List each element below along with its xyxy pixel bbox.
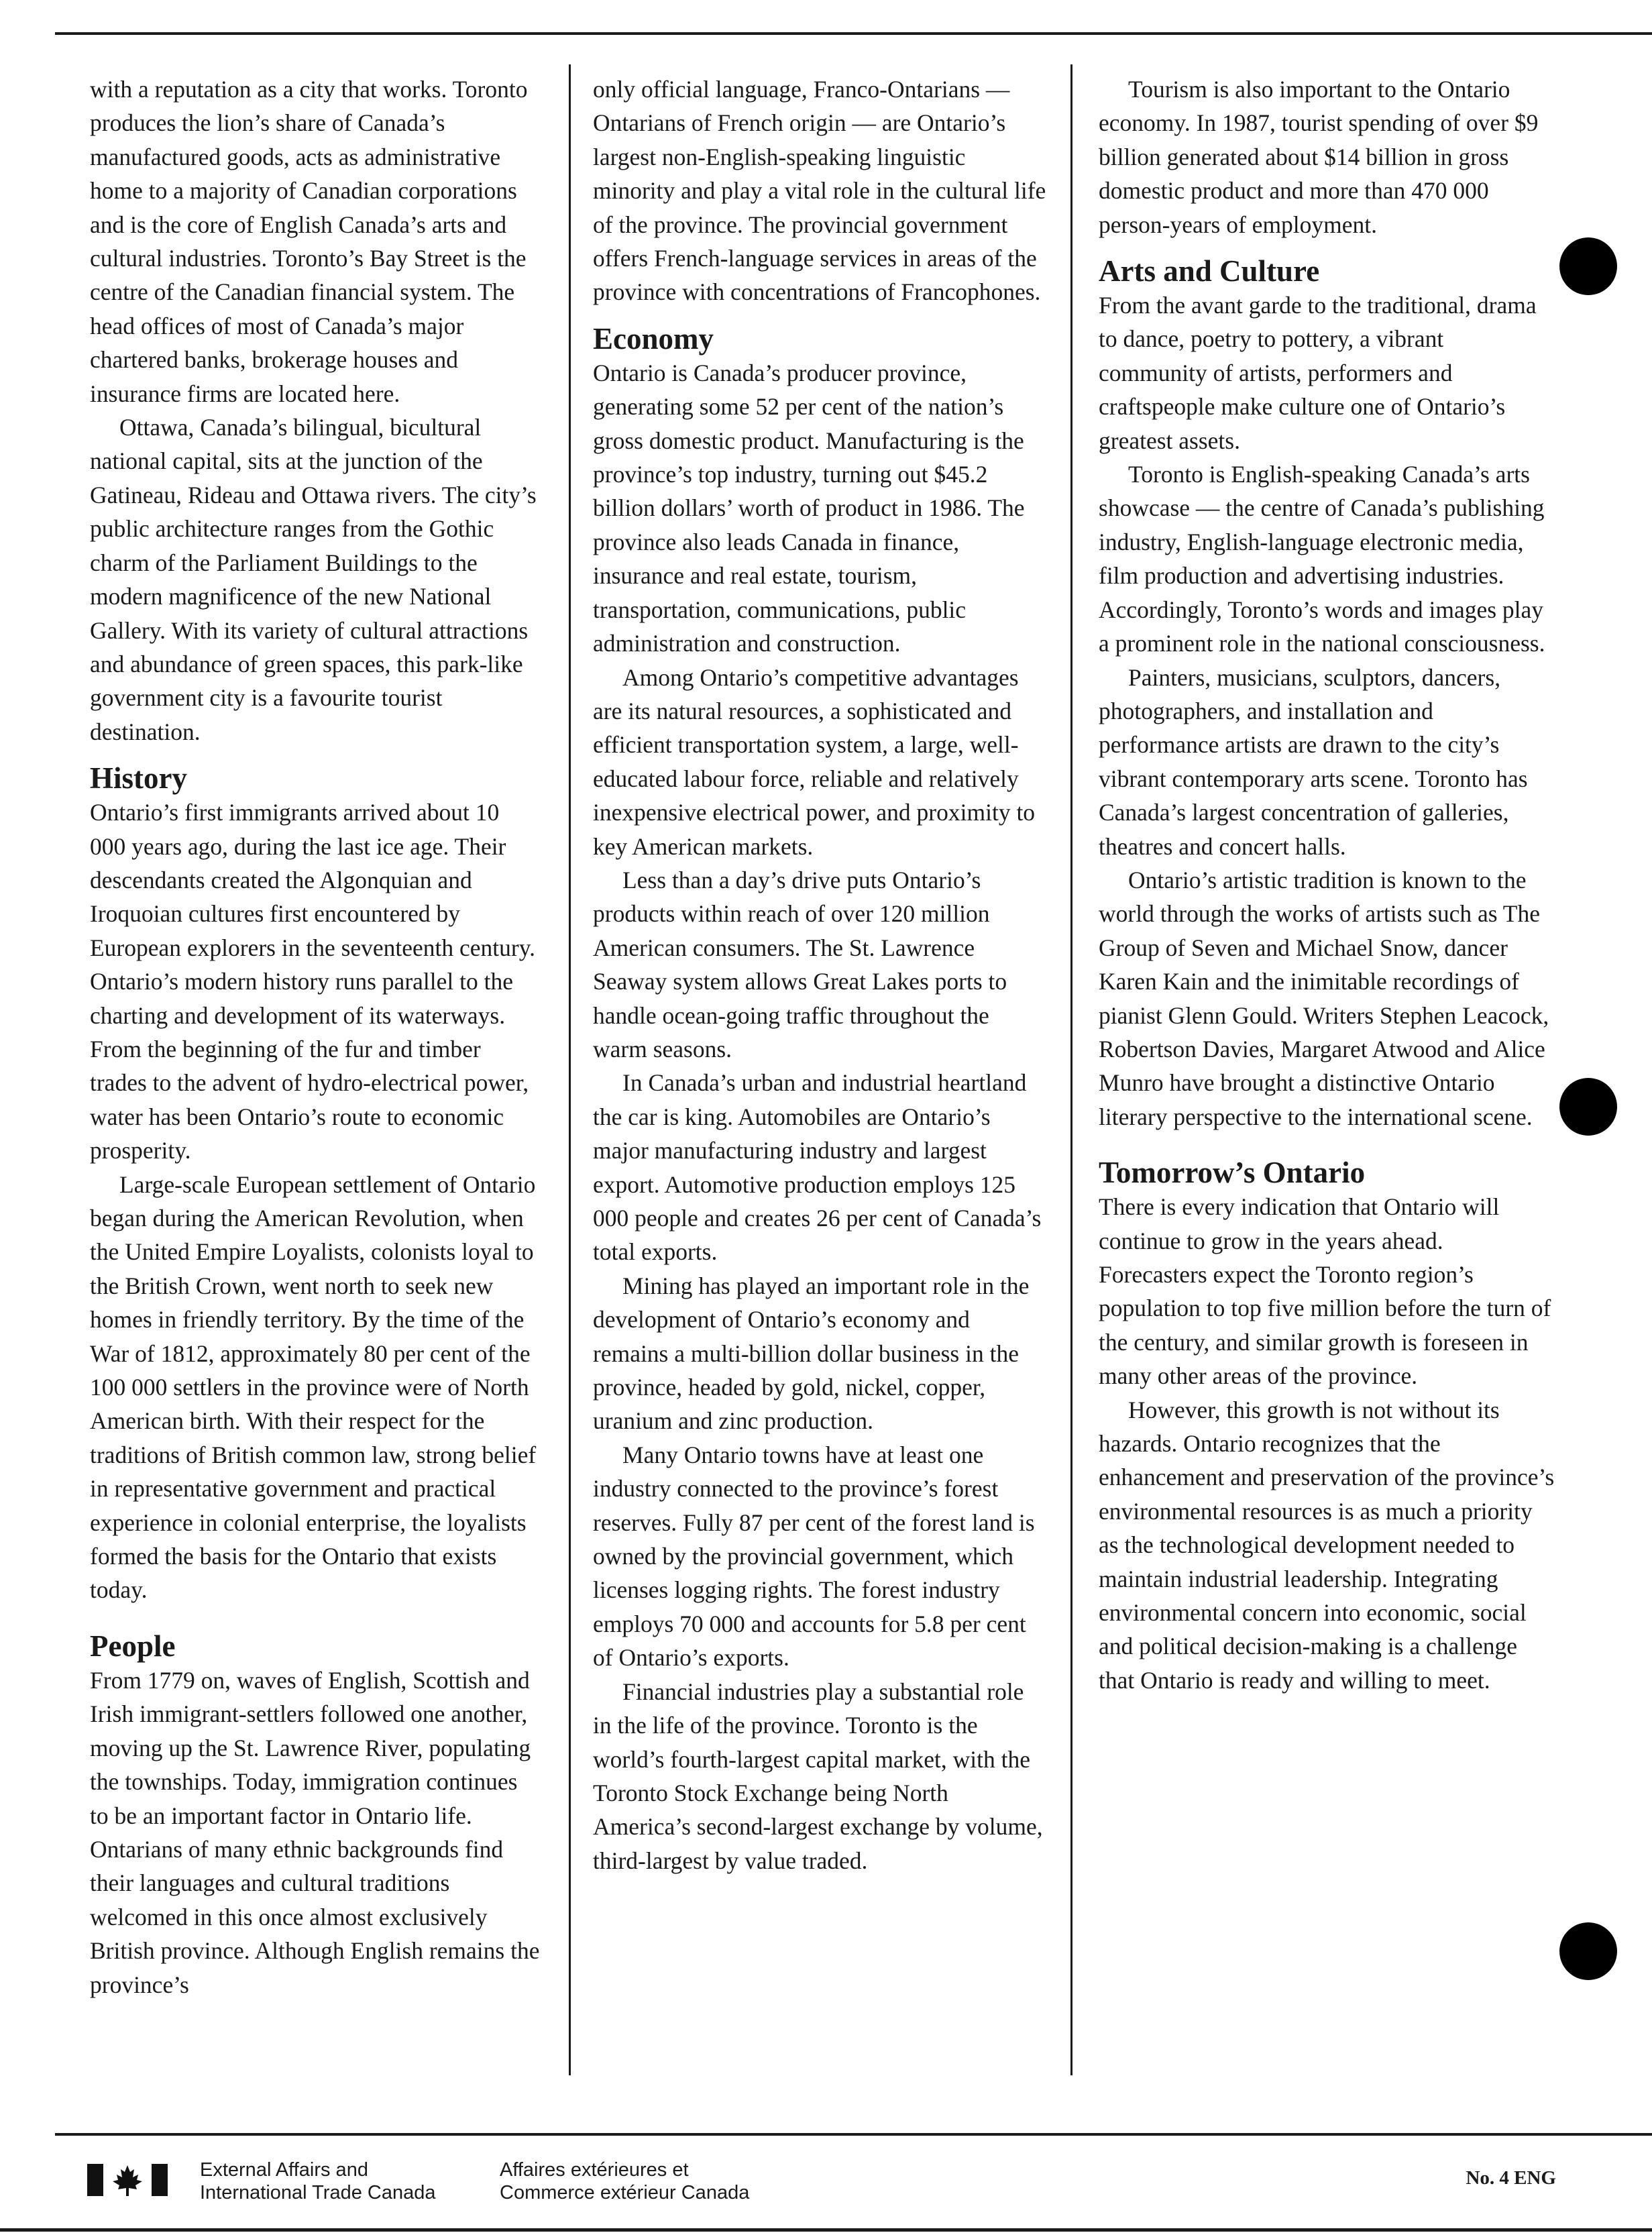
section-heading-tomorrows-ontario: Tomorrow’s Ontario	[1099, 1156, 1366, 1190]
paragraph: Ottawa, Canada’s bilingual, bicultural national capital, sits at the junction of the Gatineau, Rideau and Ottawa rivers. The city’s public architecture ranges from the Gothic charm of the Parliament Buildings to the modern magnificence of the new National Gallery. With its variety of cultural attractions and abundance of green spaces, this park-like government city is a favourite tourist destination.	[90, 414, 537, 745]
paragraph: Large-scale European settlement of Ontario began during the American Revolution, when the United Empire Loyalists, colonists loyal to the British Crown, went north to seek new homes in friendly territory. By the time of the War of 1812, approximately 80 per cent of the 100 000 settlers in the province were of North American birth. With their respect for the traditions of British common law, strong belief in representative government and practical experience in colonial enterprise, the loyalists formed the basis for the Ontario that exists today.	[90, 1170, 537, 1604]
section-heading-arts-and-culture: Arts and Culture	[1099, 254, 1320, 288]
paragraph: only official language, Franco-Ontarians — Ontarians of French origin — are Ontario’s largest non-English-speaking linguistic minority and play a vital role in the cultural life of the province. The provincial government offers French-language services in areas of the province with concentrations of Francophones.	[593, 76, 1046, 306]
canada-flag-wordmark-icon	[87, 2160, 168, 2200]
column-right	[1099, 72, 1555, 1697]
footer-text: External Affairs and	[200, 2159, 368, 2181]
punch-hole	[1559, 1078, 1617, 1136]
paragraph: Ontario is Canada’s producer province, generating some 52 per cent of the nation’s gross domestic product. Manufacturing is the province’s top industry, turning out $45.2 billion dollars’ worth of product in 1986. The province also leads Canada in finance, insurance and real estate, tourism, transportation, communications, public administration and construction.	[593, 359, 1025, 657]
paragraph: However, this growth is not without its hazards. Ontario recognizes that the enhancement and preservation of the province’s environmental resources is as much a priority as the technological development needed to maintain industrial leadership. Integrating environmental concern into economic, social and political decision-making is a challenge that Ontario is ready and willing to meet.	[1099, 1396, 1555, 1694]
section-heading-history: History	[90, 761, 187, 796]
paragraph: From 1779 on, waves of English, Scottish and Irish immigrant-settlers followed one another, moving up the St. Lawrence River, populating the townships. Today, immigration continues to be an important factor in Ontario life. Ontarians of many ethnic backgrounds find their languages and cultural traditions welcomed in this once almost exclusively British province. Although English remains the province’s	[90, 1666, 540, 1998]
footer-text: International Trade Canada	[200, 2182, 436, 2203]
footer-text: Affaires extérieures et	[500, 2159, 689, 2181]
issue-number: No. 4 ENG	[1466, 2167, 1556, 2189]
column-divider	[1070, 64, 1072, 2075]
top-rule	[55, 32, 1652, 35]
paragraph: Painters, musicians, sculptors, dancers, photographers, and installation and performance artists are drawn to the city’s vibrant contemporary arts scene. Toronto has Canada’s largest concentration of galleries, theatres and concert halls.	[1099, 663, 1528, 860]
footer-text: Commerce extérieur Canada	[500, 2182, 750, 2203]
paragraph: Many Ontario towns have at least one industry connected to the province’s forest reserves. Fully 87 per cent of the forest land is owned by the provincial government, which licenses logging rights. The forest industry employs 70 000 and accounts for 5.8 per cent of Ontario’s exports.	[593, 1441, 1035, 1672]
paragraph: Toronto is English-speaking Canada’s arts showcase — the centre of Canada’s publishing industry, English-language electronic media, film production and advertising industries. Accordingly, Toronto’s words and images play a prominent role in the national consciousness.	[1099, 461, 1545, 657]
punch-hole	[1559, 1922, 1617, 1980]
footer-english	[200, 2159, 435, 2204]
section-heading-economy: Economy	[593, 321, 714, 356]
paragraph: Ontario’s artistic tradition is known to the world through the works of artists such as The Group of Seven and Michael Snow, dancer Karen Kain and the inimitable recordings of pianist Glenn Gould. Writers Stephen Leacock, Robertson Davies, Margaret Atwood and Alice Munro have brought a distinctive Ontario literary perspective to the international scene.	[1099, 866, 1549, 1130]
paragraph: There is every indication that Ontario will continue to grow in the years ahead. Forecasters expect the Toronto region’s population to top five million before the turn of the century, and similar growth is foreseen in many other areas of the province.	[1099, 1193, 1551, 1390]
paragraph: Tourism is also important to the Ontario economy. In 1987, tourist spending of over $9 billion generated about $14 billion in gross domestic product and more than 470 000 person-years of employment.	[1099, 76, 1539, 238]
paragraph: From the avant garde to the traditional, drama to dance, poetry to pottery, a vibrant community of artists, performers and craftspeople make culture one of Ontario’s greatest assets.	[1099, 292, 1537, 454]
punch-hole	[1559, 237, 1617, 295]
page-bottom-rule	[0, 2228, 1652, 2232]
column-left	[90, 72, 541, 2002]
paragraph: Among Ontario’s competitive advantages are its natural resources, a sophisticated and efficient transportation system, a large, well-educated labour force, reliable and relatively inexpensive electrical power, and proximity to key American markets.	[593, 663, 1036, 860]
paragraph: Ontario’s first immigrants arrived about 10 000 years ago, during the last ice age. Their descendants created the Algonquian and Iroquoian cultures first encountered by European explorers in the seventeenth century. Ontario’s modern history runs parallel to the charting and development of its waterways. From the beginning of the fur and timber trades to the advent of hydro-electrical power, water has been Ontario’s route to economic prosperity.	[90, 799, 536, 1164]
column-middle	[593, 72, 1046, 1877]
paragraph: Less than a day’s drive puts Ontario’s products within reach of over 120 million American consumers. The St. Lawrence Seaway system allows Great Lakes ports to handle ocean-going traffic throughout the warm seasons.	[593, 866, 1007, 1062]
paragraph: Mining has played an important role in the development of Ontario’s economy and remains a multi-billion dollar business in the province, headed by gold, nickel, copper, uranium and zinc production.	[593, 1272, 1030, 1435]
column-divider	[569, 64, 571, 2075]
footer-rule	[55, 2133, 1652, 2136]
footer-french	[500, 2159, 749, 2204]
paragraph: Financial industries play a substantial role in the life of the province. Toronto is the world’s fourth-largest capital market, with the Toronto Stock Exchange being North America’s second-largest exchange by volume, third-largest by value traded.	[593, 1678, 1043, 1874]
paragraph: with a reputation as a city that works. Toronto produces the lion’s share of Canada’s manufactured goods, acts as administrative home to a majority of Canadian corporations and is the core of English Canada’s arts and cultural industries. Toronto’s Bay Street is the centre of the Canadian financial system. The head offices of most of Canada’s major chartered banks, brokerage houses and insurance firms are located here.	[90, 76, 528, 407]
paragraph: In Canada’s urban and industrial heartland the car is king. Automobiles are Ontario’s major manufacturing industry and largest export. Automotive production employs 125 000 people and creates 26 per cent of Canada’s total exports.	[593, 1069, 1042, 1266]
section-heading-people: People	[90, 1629, 176, 1663]
